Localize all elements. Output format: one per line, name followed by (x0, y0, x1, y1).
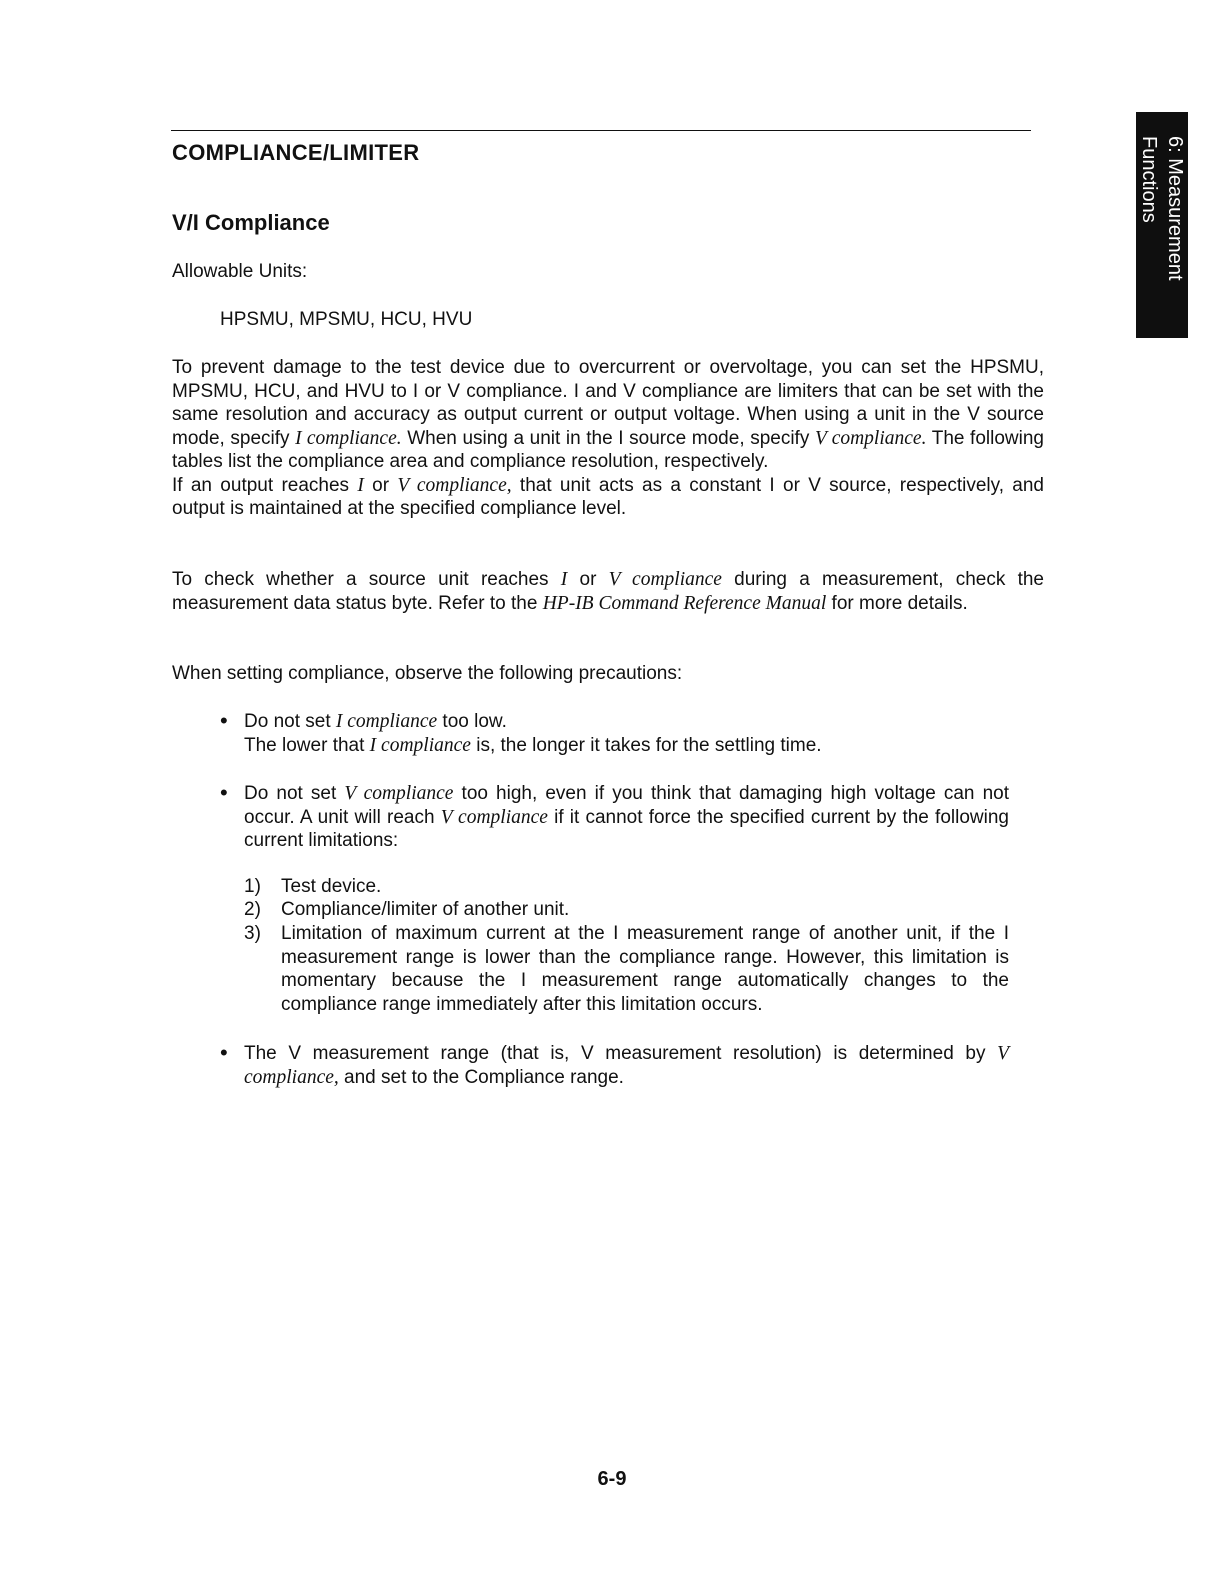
bullet-2-text-3: if it cannot force the specified current by the following current limitations: (244, 806, 1009, 851)
bullet-2-text-1: Do not set (244, 783, 345, 804)
intro-paragraph (172, 356, 1044, 521)
limitation-number-3: 3) (244, 923, 261, 944)
bullet-3-italic-1: V compliance, (244, 1043, 1009, 1088)
bullet-1-text-3: The lower that (244, 734, 370, 756)
intro-text-3: The following tables list the compliance area and compliance resolution, respectively. (172, 427, 1044, 472)
limitation-number-1: 1) (244, 876, 261, 897)
bullet-item-3 (244, 1042, 1009, 1089)
section-rule (171, 130, 1031, 131)
side-tab-line-2: Functions (1138, 136, 1160, 223)
bullet-item-2 (244, 782, 1009, 853)
section-title: COMPLIANCE/LIMITER (172, 140, 420, 165)
check-italic-2: V compliance (608, 569, 722, 590)
bullet-marker-1: • (220, 708, 228, 733)
bullet-1-text-2: too low. (437, 711, 507, 732)
page-number: 6-9 (597, 1468, 627, 1490)
check-text-3: during a measurement, check the measurement data status byte. Refer to the (172, 569, 1044, 614)
bullet-2-italic-2: V compliance (440, 806, 548, 828)
subsection-title: V/I Compliance (172, 210, 330, 235)
intro-text-6: that unit acts as a constant I or V source, respectively, and output is maintained at the specified compliance level. (172, 474, 1044, 519)
allowable-units-list: HPSMU, MPSMU, HCU, HVU (220, 309, 473, 330)
bullet-2-italic-1: V compliance (344, 783, 454, 804)
status-check-paragraph (172, 568, 1044, 615)
bullet-3-text-1: The V measurement range (that is, V measurement resolution) is determined by (244, 1043, 998, 1064)
limitation-item-1: Test device. (281, 876, 382, 897)
check-text-4: for more details. (826, 592, 968, 614)
bullet-3-text-2: and set to the Compliance range. (338, 1066, 624, 1088)
check-italic-1: I (560, 569, 568, 590)
bullet-1-italic-1: I compliance (335, 711, 438, 732)
bullet-2-text-2: too high, even if you think that damaging high voltage can not occur. A unit will reach (244, 783, 1009, 828)
check-text-1: To check whether a source unit reaches (172, 569, 561, 590)
check-text-2: or (567, 569, 609, 590)
bullet-1-italic-2: I compliance (369, 734, 471, 756)
allowable-units-label: Allowable Units: (172, 261, 308, 282)
bullet-1-text-4: is, the longer it takes for the settling time. (470, 734, 822, 756)
intro-italic-1: I compliance. (295, 427, 402, 449)
intro-text-2: When using a unit in the I source mode, specify (401, 427, 815, 449)
intro-text-4: If an output reaches (172, 474, 358, 496)
limitation-item-2: Compliance/limiter of another unit. (281, 899, 570, 920)
bullet-marker-2: • (220, 780, 228, 805)
limitation-item-3: Limitation of maximum current at the I measurement range of another unit, if the I measurement range is lower than the compliance range. However, this limitation is momentary because the I measurement range automatically changes to the compliance range immediately after this limitation occurs. (281, 923, 1009, 1015)
manual-title: HP-IB Command Reference Manual (542, 592, 827, 614)
intro-text-1: To prevent damage to the test device due to overcurrent or overvoltage, you can set the HPSMU, MPSMU, HCU, and HVU to I or V compliance. I and V compliance are limiters that can be set with the same resolution and accuracy as output current or output voltage. When using a unit in the V source mode, specify (172, 357, 1044, 449)
bullet-1-text-1: Do not set (244, 711, 336, 732)
limitation-number-2: 2) (244, 899, 261, 920)
precautions-intro: When setting compliance, observe the following precautions: (172, 663, 683, 684)
intro-italic-2: V compliance. (814, 427, 927, 449)
intro-italic-4: V compliance, (397, 474, 512, 496)
bullet-item-1 (244, 710, 1009, 757)
bullet-marker-3: • (220, 1040, 228, 1065)
intro-italic-3: I (357, 474, 364, 496)
side-tab-line-1: 6: Measurement (1164, 136, 1186, 281)
chapter-side-tab (1136, 112, 1188, 338)
intro-text-5: or (363, 474, 398, 496)
